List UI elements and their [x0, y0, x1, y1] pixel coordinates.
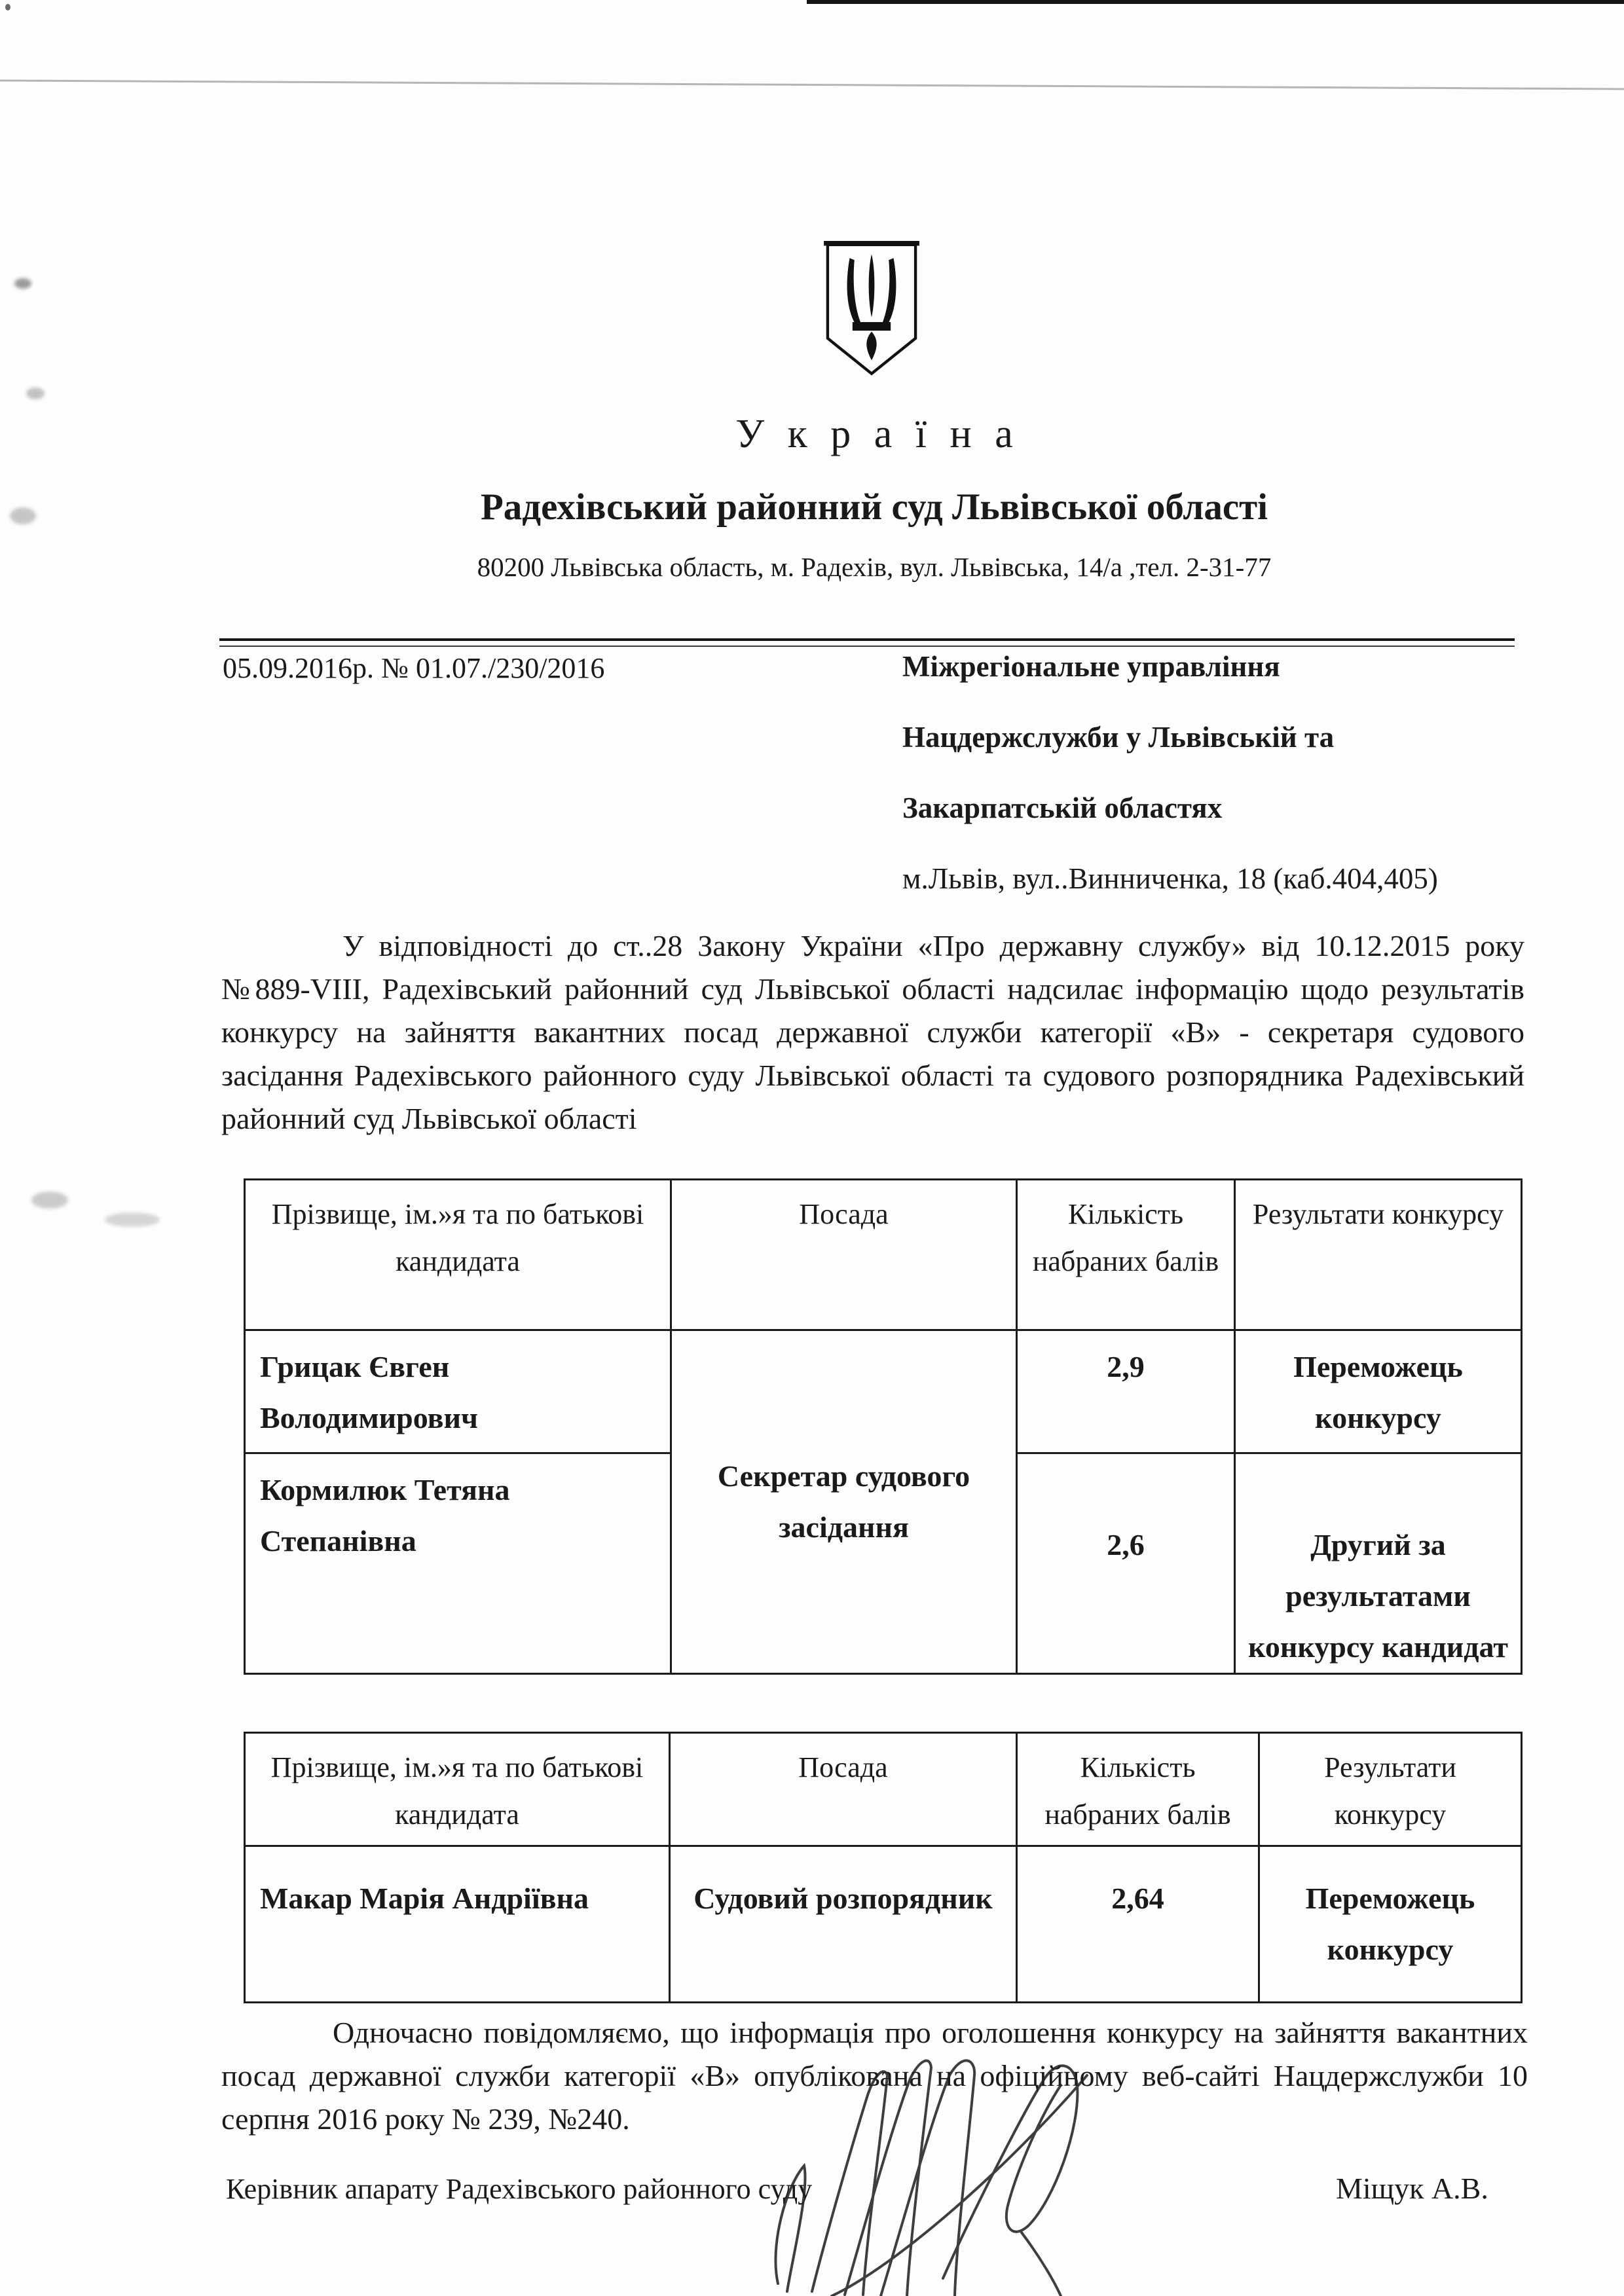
- results-table-secretary: [244, 1178, 1522, 1675]
- candidate-name: Макар Марія Андріївна: [245, 1846, 670, 2003]
- scan-speck: [105, 1212, 160, 1227]
- results-table-usher: [244, 1732, 1522, 2003]
- date-and-ref-number: 05.09.2016р. № 01.07./230/2016: [223, 652, 605, 684]
- court-address: 80200 Львівська область, м. Радехів, вул. Львівська, 14/а ,тел. 2-31-77: [477, 552, 1272, 582]
- table-row: [245, 1846, 1522, 2003]
- column-header: Результати конкурсу: [1235, 1180, 1522, 1330]
- scan-speck: [14, 278, 31, 289]
- letterhead-divider: [219, 638, 1515, 647]
- ukraine-coat-of-arms-icon: [824, 241, 919, 382]
- handwritten-signature: [747, 2056, 1126, 2296]
- scan-speck: [31, 1192, 68, 1209]
- country-title: У к р а ї н а: [735, 412, 1020, 456]
- candidate-name: Кормилюк Тетяна Степанівна: [245, 1453, 671, 1674]
- result-cell: Переможець конкурсу: [1259, 1846, 1522, 2003]
- scan-top-edge-bar: [807, 0, 1624, 4]
- table-row: [245, 1330, 1522, 1453]
- scan-speck: [10, 507, 36, 524]
- table-header-row: [245, 1180, 1522, 1330]
- score-cell: 2,6: [1017, 1453, 1235, 1674]
- candidate-name: Грицак Євген Володимирович: [245, 1330, 671, 1453]
- table-header-row: [245, 1733, 1522, 1846]
- column-header: Кількість набраних балів: [1017, 1733, 1259, 1846]
- column-header: Результати конкурсу: [1259, 1733, 1522, 1846]
- column-header: Посада: [671, 1180, 1017, 1330]
- recipient-line: Нацдержслужби у Львівській та: [902, 721, 1335, 754]
- scan-speck: [5, 4, 10, 10]
- result-cell: Другий за результатами конкурсу кандидат: [1235, 1453, 1522, 1674]
- column-header: Посада: [670, 1733, 1017, 1846]
- closing-paragraph: Одночасно повідомляємо, що інформація про оголошення конкурсу на зайняття вакантних посад державної служби категорії «В» опублікована на офіційному веб-сайті Нацдержслужби 10 серпня 2016 року № 239, №240.: [221, 2016, 1528, 2136]
- recipient-line: Міжрегіональне управління: [902, 650, 1280, 683]
- signatory-name: Міщук А.В.: [1336, 2172, 1488, 2205]
- column-header: Кількість набраних балів: [1017, 1180, 1235, 1330]
- score-cell: 2,64: [1017, 1846, 1259, 2003]
- column-header: Прізвище, ім.»я та по батькові кандидата: [245, 1733, 670, 1846]
- recipient-address: м.Львів, вул..Винниченка, 18 (каб.404,405): [902, 862, 1438, 895]
- scan-speck: [26, 388, 45, 399]
- column-header: Прізвище, ім.»я та по батькові кандидата: [245, 1180, 671, 1330]
- position-cell: Секретар судового засідання: [671, 1330, 1017, 1674]
- scan-fold-line: [0, 79, 1624, 90]
- signatory-title: Керівник апарату Радехівського районного суду: [226, 2173, 813, 2205]
- court-name: Радехівський районний суд Львівської області: [480, 486, 1268, 528]
- position-cell: Судовий розпорядник: [670, 1846, 1017, 2003]
- recipient-block: [902, 649, 1531, 932]
- body-paragraph: У відповідності до ст..28 Закону України «Про державну службу» від 10.12.2015 року №889-VIII, Радехівський районний суд Львівської області надсилає інформацію щодо результатів конкурсу на зайняття вакантних посад державної служби категорії «В» - секретаря судового засідання Радехівського районного суду Львівської області та судового розпорядника Радехівський районний суд Львівської області: [221, 929, 1524, 1135]
- recipient-line: Закарпатській областях: [902, 792, 1223, 824]
- result-cell: Переможець конкурсу: [1235, 1330, 1522, 1453]
- score-cell: 2,9: [1017, 1330, 1235, 1453]
